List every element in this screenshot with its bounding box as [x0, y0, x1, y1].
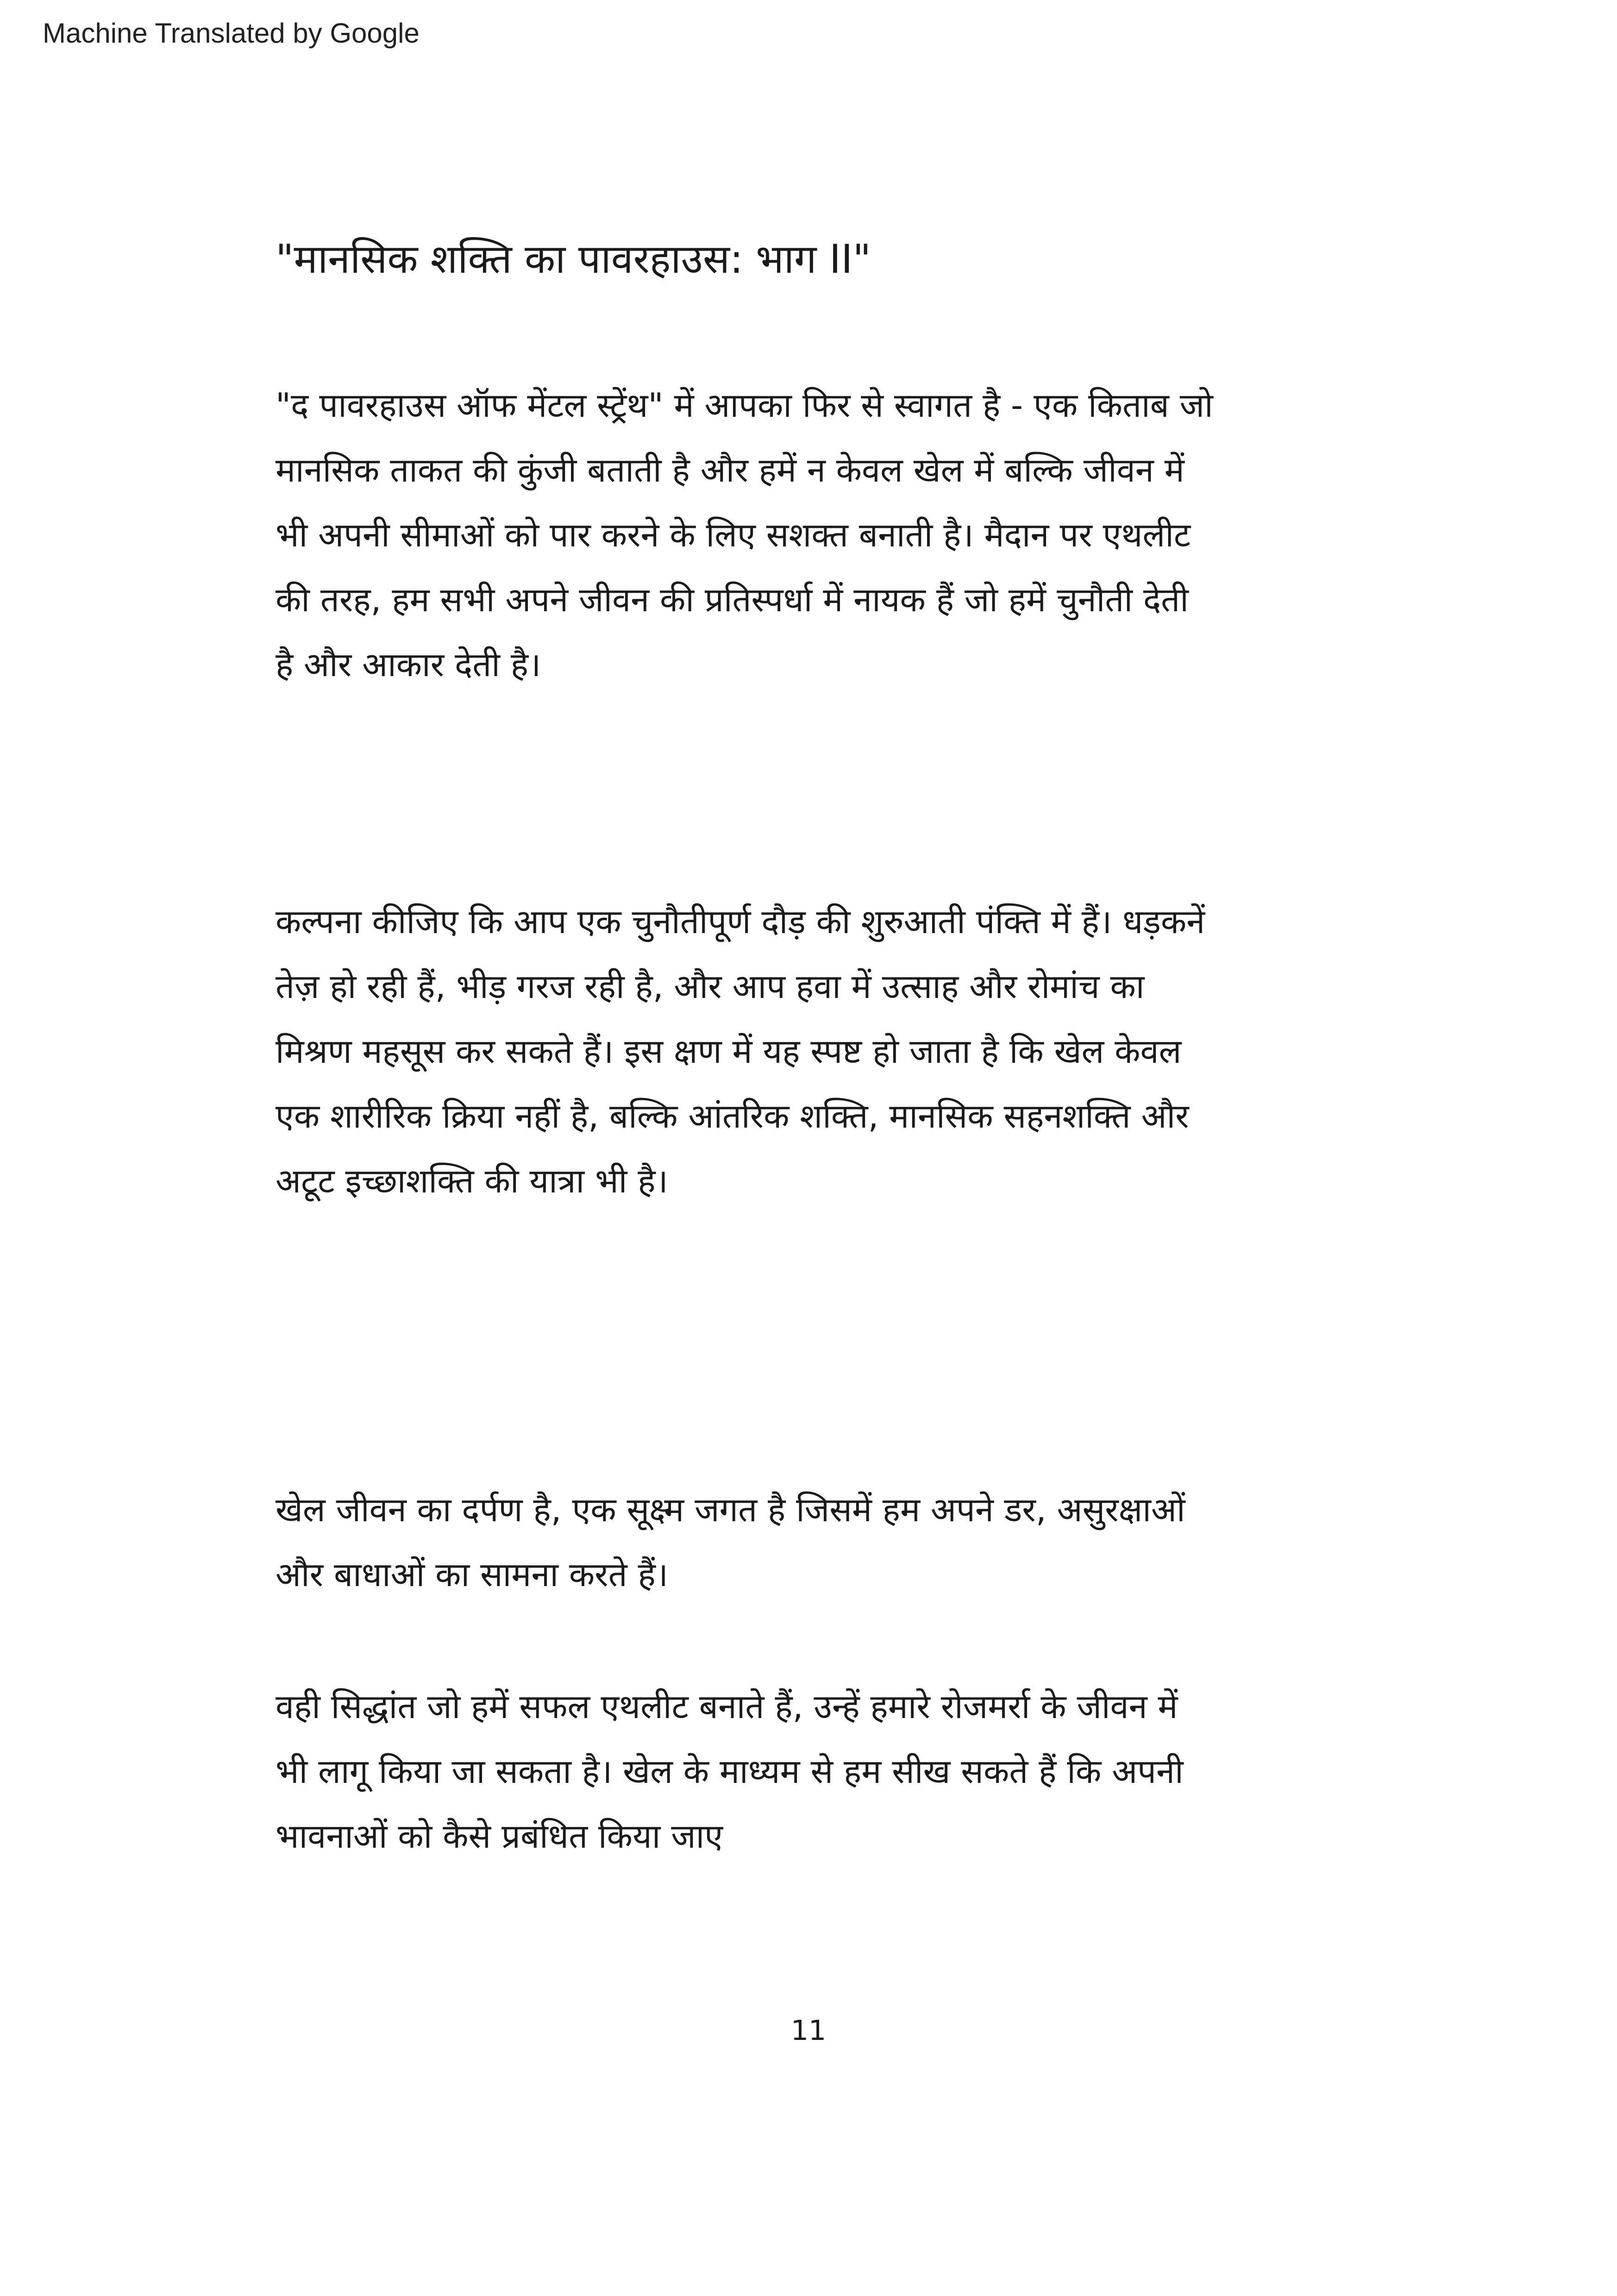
paragraph-line: कल्पना कीजिए कि आप एक चुनौतीपूर्ण दौड़ की शुरुआती पंक्ति में हैं। धड़कनें [276, 902, 1205, 941]
paragraph-line: एक शारीरिक क्रिया नहीं है, बल्कि आंतरिक शक्ति, मानसिक सहनशक्ति और [276, 1097, 1189, 1135]
paragraph-line: और बाधाओं का सामना करते हैं। [276, 1555, 669, 1594]
paragraph-line: भी लागू किया जा सकता है। खेल के माध्यम से हम सीख सकते हैं कि अपनी [276, 1752, 1184, 1791]
paragraph-line: मानसिक ताकत की कुंजी बताती है और हमें न केवल खेल में बल्कि जीवन में [276, 451, 1185, 489]
paragraph-line: खेल जीवन का दर्पण है, एक सूक्ष्म जगत है जिसमें हम अपने डर, असुरक्षाओं [276, 1490, 1185, 1529]
paragraph-welcome [276, 373, 1387, 697]
paragraph-imagine-race [276, 889, 1387, 1213]
paragraph-line: भावनाओं को कैसे प्रबंधित किया जाए [276, 1817, 723, 1856]
paragraph-line: भी अपनी सीमाओं को पार करने के लिए सशक्त बनाती है। मैदान पर एथलीट [276, 515, 1191, 554]
page-title: "मानसिक शक्ति का पावरहाउस: भाग II" [276, 236, 871, 282]
machine-translation-banner: Machine Translated by Google [43, 18, 420, 49]
paragraph-line: मिश्रण महसूस कर सकते हैं। इस क्षण में यह स्पष्ट हो जाता है कि खेल केवल [276, 1032, 1182, 1071]
paragraph-line: वही सिद्धांत जो हमें सफल एथलीट बनाते हैं, उन्हें हमारे रोजमर्रा के जीवन में [276, 1687, 1178, 1726]
paragraph-line: है और आकार देती है। [276, 645, 541, 684]
paragraph-line: "द पावरहाउस ऑफ मेंटल स्ट्रेंथ" में आपका फिर से स्वागत है - एक किताब जो [276, 386, 1213, 425]
paragraph-sport-mirror [276, 1477, 1387, 1607]
paragraph-principles [276, 1674, 1387, 1869]
paragraph-line: अटूट इच्छाशक्ति की यात्रा भी है। [276, 1161, 668, 1200]
page-number: 11 [790, 2014, 827, 2047]
paragraph-line: तेज़ हो रही हैं, भीड़ गरज रही है, और आप हवा में उत्साह और रोमांच का [276, 967, 1145, 1006]
paragraph-line: की तरह, हम सभी अपने जीवन की प्रतिस्पर्धा में नायक हैं जो हमें चुनौती देती [276, 580, 1189, 619]
